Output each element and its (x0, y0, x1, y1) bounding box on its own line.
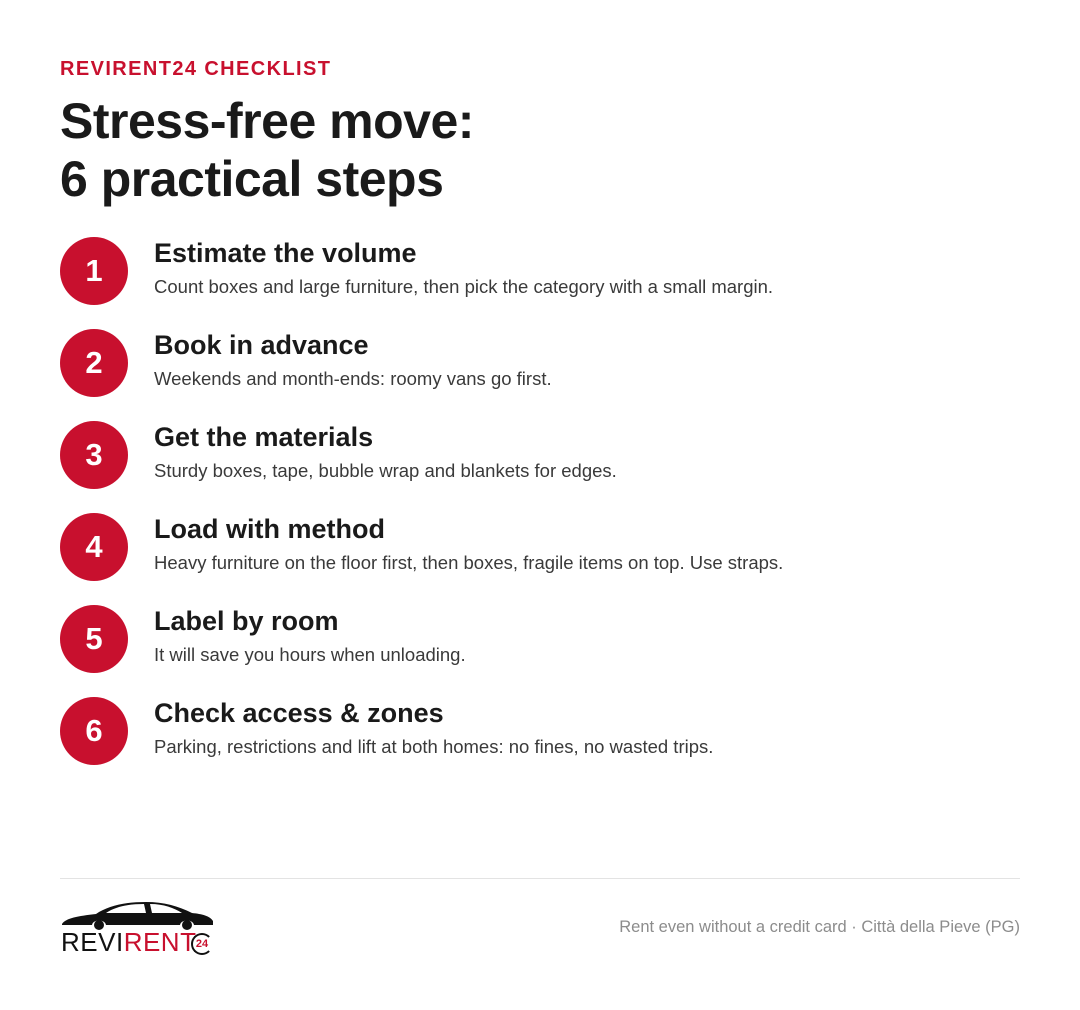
step-number-badge: 3 (60, 421, 128, 489)
step-description: Heavy furniture on the floor first, then boxes, fragile items on top. Use straps. (154, 552, 784, 573)
step-description: Weekends and month-ends: roomy vans go first. (154, 368, 552, 389)
page-title (60, 92, 474, 208)
step-description: Parking, restrictions and lift at both homes: no fines, no wasted trips. (154, 736, 714, 757)
steps-list (60, 236, 1020, 788)
step-title: Label by room (154, 606, 339, 636)
step-number-badge: 6 (60, 697, 128, 765)
logo-wordmark (61, 927, 196, 958)
logo-24-badge: 24 (191, 933, 213, 955)
step-description: Count boxes and large furniture, then pick the category with a small margin. (154, 276, 774, 297)
step-item (60, 696, 1020, 788)
title-line-2: 6 practical steps (60, 151, 444, 207)
step-number-badge: 4 (60, 513, 128, 581)
step-number-badge: 2 (60, 329, 128, 397)
logo-revi-text: REVI (61, 927, 124, 957)
step-item (60, 236, 1020, 328)
step-title: Check access & zones (154, 698, 444, 728)
step-title: Load with method (154, 514, 385, 544)
car-silhouette-icon (60, 900, 220, 930)
step-item (60, 604, 1020, 696)
step-item (60, 328, 1020, 420)
revirent24-logo (60, 900, 220, 960)
step-title: Book in advance (154, 330, 369, 360)
step-item (60, 420, 1020, 512)
step-description: It will save you hours when unloading. (154, 644, 466, 665)
logo-rent-text: RENT (123, 927, 197, 957)
step-description: Sturdy boxes, tape, bubble wrap and blankets for edges. (154, 460, 617, 481)
step-title: Estimate the volume (154, 238, 417, 268)
title-line-1: Stress-free move: (60, 93, 474, 149)
checklist-kicker: REVIRENT24 CHECKLIST (60, 58, 332, 80)
step-number-badge: 5 (60, 605, 128, 673)
step-number-badge: 1 (60, 237, 128, 305)
step-title: Get the materials (154, 422, 374, 452)
step-item (60, 512, 1020, 604)
footer-divider (60, 878, 1020, 879)
footer-tagline: Rent even without a credit card · Città della Pieve (PG) (619, 918, 1020, 936)
